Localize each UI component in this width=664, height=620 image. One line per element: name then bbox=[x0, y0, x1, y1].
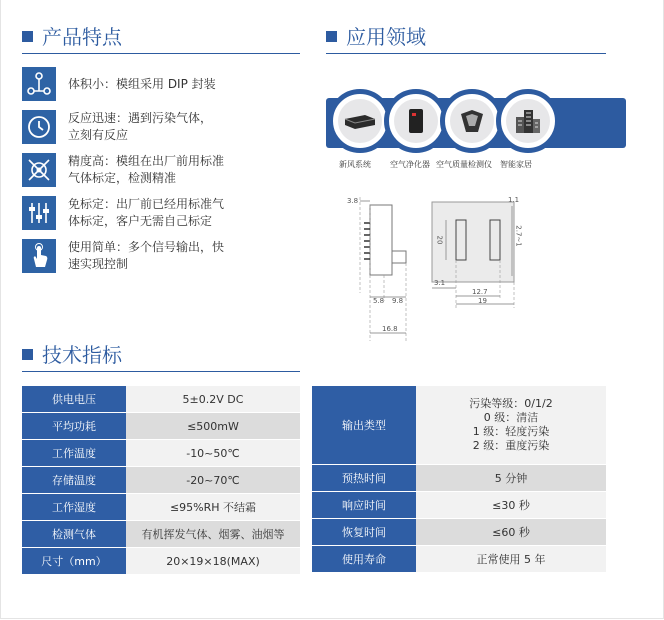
spec-value: 5 分钟 bbox=[416, 465, 606, 492]
spec-value: 有机挥发气体、烟雾、油烟等 bbox=[126, 521, 300, 548]
feature-line: 速实现控制 bbox=[68, 257, 129, 271]
spec-key: 预热时间 bbox=[312, 465, 416, 492]
spec-key: 平均功耗 bbox=[22, 413, 126, 440]
side-view-drawing bbox=[340, 193, 420, 341]
feature-line: 体标定，客户无需自己标定 bbox=[68, 214, 213, 228]
spec-key: 尺寸（mm） bbox=[22, 548, 126, 575]
spec-value: -10~50℃ bbox=[126, 440, 300, 467]
features-title: 产品特点 bbox=[42, 25, 122, 49]
output-line: 污染等级：0/1/2 bbox=[469, 397, 553, 410]
feature-text bbox=[68, 110, 212, 144]
top-view-drawing bbox=[426, 196, 536, 310]
spec-table-right bbox=[312, 386, 606, 573]
table-row bbox=[22, 494, 300, 521]
features-section-header bbox=[22, 22, 300, 52]
application-label: 智能家居 bbox=[500, 160, 532, 169]
section-divider bbox=[22, 371, 300, 372]
spec-value: 5±0.2V DC bbox=[126, 386, 300, 413]
smart-building-icon bbox=[506, 99, 550, 143]
air-quality-detector-icon bbox=[450, 99, 494, 143]
output-line: 2 级：重度污染 bbox=[472, 439, 550, 452]
dim-label: 3.8 bbox=[347, 197, 359, 205]
application-label: 新风系统 bbox=[339, 160, 371, 169]
application-label: 空气净化器 bbox=[390, 160, 430, 169]
spec-value: 正常使用 5 年 bbox=[416, 546, 606, 573]
table-row bbox=[312, 492, 606, 519]
spec-key: 恢复时间 bbox=[312, 519, 416, 546]
application-title: 应用领域 bbox=[346, 25, 426, 49]
spec-key: 供电电压 bbox=[22, 386, 126, 413]
dim-label: 12.7 bbox=[472, 288, 488, 296]
spec-table-left bbox=[22, 386, 300, 575]
feature-line: 精度高：模组在出厂前用标准 bbox=[68, 154, 225, 168]
spec-value: 20×19×18(MAX) bbox=[126, 548, 300, 575]
table-row bbox=[312, 465, 606, 492]
spec-title: 技术指标 bbox=[42, 343, 122, 367]
spec-value: ≤95%RH 不结霜 bbox=[126, 494, 300, 521]
section-marker bbox=[22, 31, 33, 42]
feature-line: 反应迅速：遇到污染气体， bbox=[68, 111, 213, 125]
section-marker bbox=[22, 349, 33, 360]
output-type-value bbox=[416, 386, 606, 465]
spec-value: ≤30 秒 bbox=[416, 492, 606, 519]
spec-key: 输出类型 bbox=[312, 386, 416, 465]
spec-key: 使用寿命 bbox=[312, 546, 416, 573]
table-row bbox=[22, 548, 300, 575]
dim-label: 20 bbox=[435, 235, 444, 245]
feature-line: 气体标定，检测精准 bbox=[68, 171, 177, 185]
feature-text bbox=[68, 196, 224, 230]
spec-key: 响应时间 bbox=[312, 492, 416, 519]
application-label: 空气质量检测仪 bbox=[436, 160, 492, 169]
sliders-icon bbox=[22, 196, 56, 230]
target-crosshair-icon bbox=[22, 153, 56, 187]
dim-label: 2.7~1 bbox=[514, 225, 523, 247]
spec-value: -20~70℃ bbox=[126, 467, 300, 494]
application-purifier bbox=[384, 89, 448, 153]
table-row bbox=[312, 386, 606, 465]
output-line: 0 级：清洁 bbox=[483, 411, 539, 424]
circuit-nodes-icon bbox=[22, 67, 56, 101]
spec-value: ≤60 秒 bbox=[416, 519, 606, 546]
clock-icon bbox=[22, 110, 56, 144]
feature-line: 使用简单：多个信号输出，快 bbox=[68, 240, 225, 254]
table-row bbox=[22, 440, 300, 467]
application-ventilation bbox=[328, 89, 392, 153]
table-row bbox=[312, 519, 606, 546]
spec-key: 存储温度 bbox=[22, 467, 126, 494]
dim-label: 9.8 bbox=[392, 297, 404, 305]
section-divider bbox=[22, 53, 300, 54]
feature-text bbox=[68, 153, 224, 187]
application-detector bbox=[440, 89, 504, 153]
feature-line: 免标定：出厂前已经用标准气 bbox=[68, 197, 225, 211]
spec-key: 工作温度 bbox=[22, 440, 126, 467]
table-row bbox=[22, 413, 300, 440]
feature-text: 体积小：模组采用 DIP 封装 bbox=[68, 77, 216, 91]
section-divider bbox=[326, 53, 606, 54]
feature-line: 立刻有反应 bbox=[68, 128, 129, 142]
air-purifier-icon bbox=[394, 99, 438, 143]
dim-label: 5.8 bbox=[373, 297, 385, 305]
ventilation-unit-icon bbox=[338, 99, 382, 143]
spec-section-header bbox=[22, 340, 300, 370]
table-row bbox=[22, 467, 300, 494]
feature-text bbox=[68, 239, 224, 273]
table-row bbox=[312, 546, 606, 573]
spec-key: 检测气体 bbox=[22, 521, 126, 548]
section-marker bbox=[326, 31, 337, 42]
table-row bbox=[22, 521, 300, 548]
spec-key: 工作湿度 bbox=[22, 494, 126, 521]
spec-value: ≤500mW bbox=[126, 413, 300, 440]
dim-label: 16.8 bbox=[382, 325, 398, 333]
touch-hand-icon bbox=[22, 239, 56, 273]
application-section-header bbox=[326, 22, 606, 52]
output-line: 1 级：轻度污染 bbox=[472, 425, 550, 438]
table-row bbox=[22, 386, 300, 413]
dim-label: 19 bbox=[478, 297, 487, 305]
dim-label: 1.1 bbox=[508, 196, 520, 204]
application-smart-home bbox=[496, 89, 560, 153]
dim-label: 3.1 bbox=[434, 279, 446, 287]
